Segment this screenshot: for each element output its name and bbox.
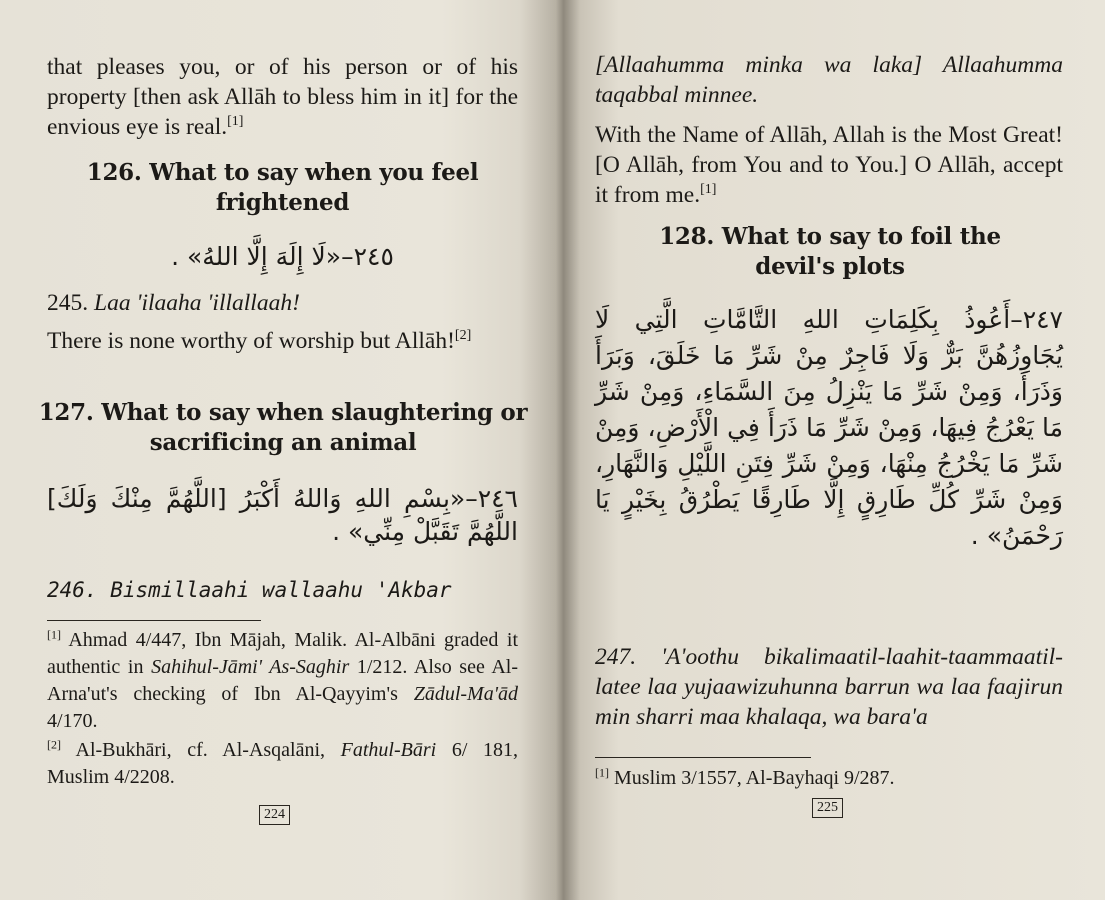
footnote-rule bbox=[47, 620, 261, 621]
section-127-transliteration: 246. Bismillaahi wallaahu 'Akbar bbox=[47, 578, 452, 602]
section-126-transliteration bbox=[47, 288, 518, 318]
footnote-1 bbox=[47, 627, 518, 735]
footnote-1 bbox=[595, 765, 1063, 792]
footnote-ref: [1] bbox=[227, 114, 244, 130]
dua-number: 245. bbox=[47, 290, 89, 316]
carry-over-paragraph bbox=[47, 52, 518, 142]
translation-text: With the Name of Allāh, Allah is the Most Great! [O Allāh, from You and to You.] O Allāh, accept it from me. bbox=[595, 122, 1063, 208]
footnote-marker: [1] bbox=[595, 765, 609, 780]
footnote-text: 6/ 181, Muslim 4/2208. bbox=[47, 739, 518, 788]
footnote-marker: [1] bbox=[47, 627, 61, 642]
carry-over-text: that pleases you, or of his person or of his property [then ask Allāh to bless him in it] for the envious eye is real. bbox=[47, 54, 518, 140]
section-127-translation bbox=[595, 120, 1063, 210]
page-number: 224 bbox=[259, 805, 290, 825]
carry-over-transliteration: [Allaahumma minka wa laka] Allaahumma taqabbal minnee. bbox=[595, 52, 1063, 108]
footnote-ref: [2] bbox=[454, 328, 472, 344]
translation-text: There is none worthy of worship but Allāh! bbox=[47, 328, 455, 354]
section-128-transliteration: 247. 'A'oothu bikalimaatil-laahit-taammaatil-latee laa yujaawizuhunna barrun wa laa faajirun min sharri maa khalaqa, wa bara'a bbox=[595, 644, 1063, 730]
section-128-arabic: ٢٤٧–أَعُوذُ بِكَلِمَاتِ اللهِ التَّامَّاتِ الَّتِي لَا يُجَاوِزُهُنَّ بَرٌّ وَلَا فَاجِرٌ مِنْ شَرِّ مَا خَلَقَ، وَبَرَأَ وَذَرَأَ، وَمِنْ شَرِّ مَا يَنْزِلُ مِنَ السَّمَاءِ، وَمِنْ شَرِّ مَا يَعْرُجُ فِيهَا، وَمِنْ شَرِّ مَا ذَرَأَ فِي الْأَرْضِ، وَمِنْ شَرِّ مَا يَخْرُجُ مِنْهَا، وَمِنْ شَرِّ فِتَنِ اللَّيْلِ وَالنَّهَارِ، وَمِنْ شَرِّ كُلِّ طَارِقٍ إِلَّا طَارِقًا يَطْرُقُ بِخَيْرٍ يَا رَحْمَنُ» . bbox=[595, 305, 1063, 550]
right-page bbox=[560, 0, 1105, 900]
footnote-title: Fathul-Bāri bbox=[340, 739, 437, 761]
section-126-heading: 126. What to say when you feel frightened bbox=[86, 159, 479, 216]
footnote-title: Sahihul-Jāmi' As-Saghir bbox=[151, 656, 350, 678]
footnote-text: Ahmad 4/447, Ibn Mājah, Malik. Al-Albāni graded it authentic in bbox=[47, 629, 518, 678]
footnote-marker: [2] bbox=[47, 737, 61, 752]
footnote-text: Muslim 3/1557, Al-Bayhaqi 9/287. bbox=[614, 767, 895, 789]
left-page bbox=[0, 0, 548, 900]
footnote-text: Al-Bukhāri, cf. Al-Asqalāni, bbox=[75, 739, 341, 761]
section-127-heading: 127. What to say when slaughtering or sacrificing an animal bbox=[38, 399, 528, 456]
section-128-heading: 128. What to say to foil the devil's plots bbox=[659, 223, 1001, 280]
footnote-text: 4/170. bbox=[47, 710, 98, 732]
section-126-arabic: ٢٤٥–«لَا إِلَهَ إِلَّا اللهُ» . bbox=[171, 242, 394, 271]
footnote-2 bbox=[47, 737, 518, 791]
page-number: 225 bbox=[812, 798, 843, 818]
footnote-ref: [1] bbox=[700, 182, 717, 198]
footnote-title: Zādul-Ma'ād bbox=[413, 683, 518, 705]
section-126-translation bbox=[47, 326, 518, 356]
footnote-text: 1/212. Also see Al-Arna'ut's checking of Ibn Al-Qayyim's bbox=[47, 656, 518, 705]
footnote-rule bbox=[595, 757, 811, 758]
section-127-arabic: ٢٤٦–«بِسْمِ اللهِ وَاللهُ أَكْبَرُ [اللَّهُمَّ مِنْكَ وَلَكَ] اللَّهُمَّ تَقَبَّلْ مِنِّي» . bbox=[47, 484, 518, 546]
transliteration-text: Laa 'ilaaha 'illallaah! bbox=[94, 290, 300, 316]
